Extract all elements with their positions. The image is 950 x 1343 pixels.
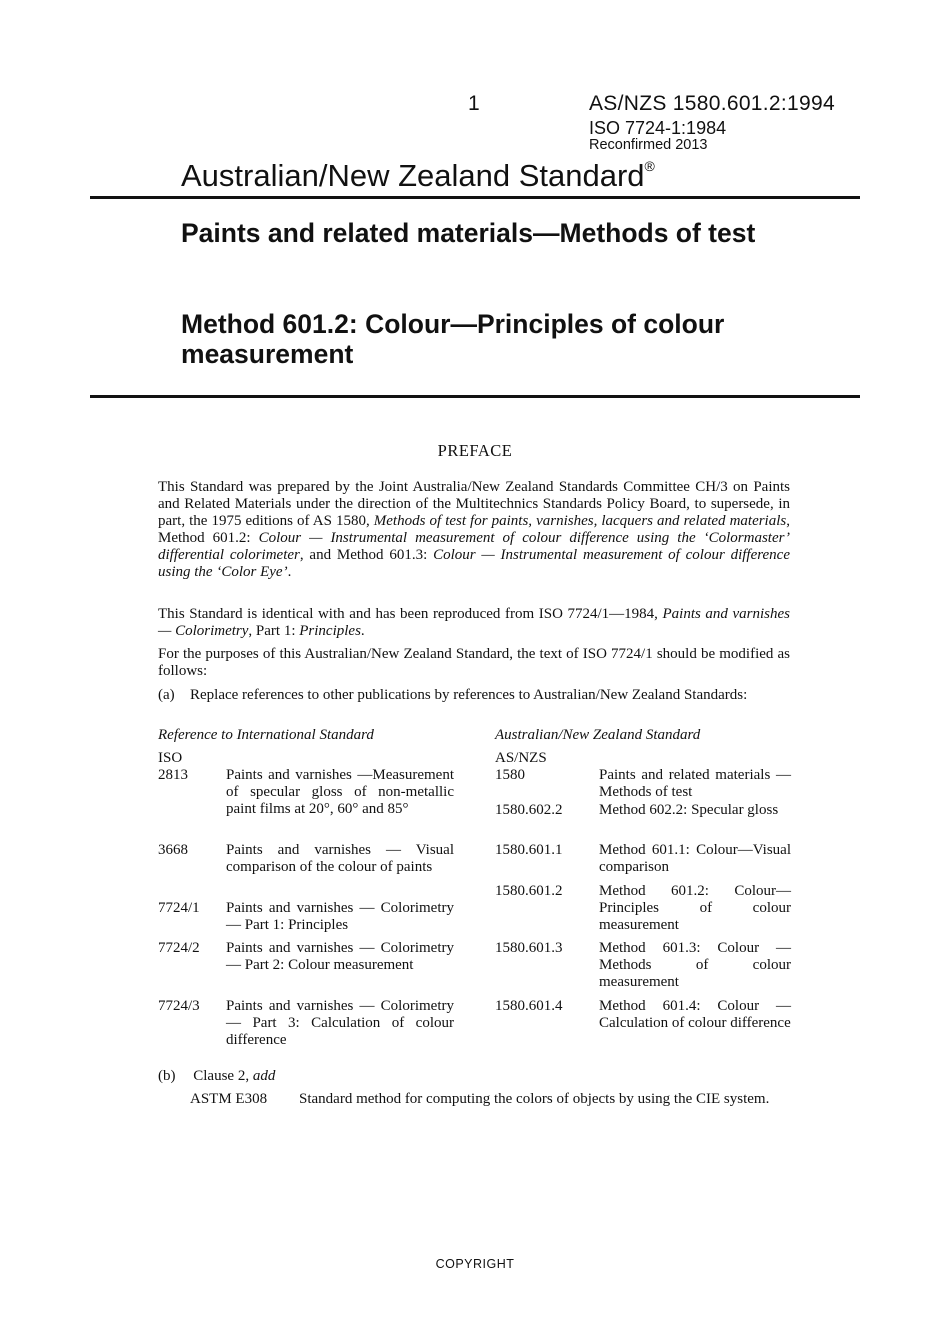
asnzs-ref-code: 1580.601.4 — [495, 998, 563, 1014]
text-run: . — [360, 623, 365, 639]
text-run-italic: Methods of test for paints, varnishes, lacquers and related materials — [373, 513, 787, 529]
asnzs-ref-title: Method 601.4: Colour — Calculation of colour difference — [599, 998, 791, 1031]
iso-ref-code: 3668 — [158, 842, 188, 858]
text-run: . — [287, 564, 292, 580]
asnzs-column-heading: Australian/New Zealand Standard — [495, 727, 701, 743]
copyright-footer: COPYRIGHT — [435, 1257, 515, 1271]
asnzs-ref-title: Method 601.3: Colour — Methods of colour measurement — [599, 940, 791, 990]
text-run-italic: Principles — [299, 623, 361, 639]
text-run-italic: Paints and varnishes — Colorimetry — [158, 606, 790, 639]
asnzs-ref-title: Method 602.2: Specular gloss — [599, 802, 779, 818]
asnzs-ref-title: Method 601.1: Colour—Visual comparison — [599, 842, 791, 875]
org-title — [181, 158, 655, 194]
asnzs-ref-code: 1580.602.2 — [495, 802, 563, 818]
reconfirmed-note: Reconfirmed 2013 — [589, 137, 708, 153]
text-run: , Method 601.2: — [158, 513, 790, 546]
iso-ref-code: 7724/2 — [158, 940, 200, 956]
asnzs-ref-code: 1580.601.1 — [495, 842, 563, 858]
text-run: , Part 1: — [248, 623, 300, 639]
astm-title: Standard method for computing the colors of objects by using the CIE system. — [299, 1091, 770, 1107]
iso-column-heading: Reference to International Standard — [158, 727, 374, 743]
iso-ref-code: 2813 — [158, 767, 188, 783]
asnzs-ref-title: Paints and related materials —Methods of test — [599, 767, 791, 800]
preface-paragraph-1 — [158, 479, 790, 581]
asnzs-ref-code: 1580.601.3 — [495, 940, 563, 956]
text-run-italic: Colour — Instrumental measurement of colour difference using the ‘Color Eye’ — [158, 547, 790, 580]
bottom-divider — [90, 395, 860, 398]
registered-mark: ® — [644, 157, 655, 174]
iso-ref-title: Paints and varnishes — Colorimetry — Part 2: Colour measurement — [226, 940, 454, 973]
list-item-a-text: Replace references to other publications by references to Australian/New Zealand Standards: — [190, 687, 748, 703]
top-divider — [90, 196, 860, 199]
method-title: Method 601.2: Colour—Principles of colour measurement — [181, 309, 725, 369]
iso-ref-title: Paints and varnishes —Measurement of specular gloss of non-metallic paint films at 20°, 60° and 85° — [226, 767, 454, 817]
standard-id: AS/NZS 1580.601.2:1994 — [589, 92, 835, 115]
preface-paragraph-2 — [158, 606, 790, 640]
org-title-text: Australian/New Zealand Standard — [181, 158, 645, 193]
document-title: Paints and related materials—Methods of test — [181, 218, 756, 248]
iso-prefix: ISO — [158, 750, 183, 766]
iso-ref-title: Paints and varnishes — Colorimetry — Part 3: Calculation of colour difference — [226, 998, 454, 1048]
list-item-b-text: Clause 2, — [193, 1068, 253, 1084]
iso-ref-title: Paints and varnishes — Colorimetry — Part 1: Principles — [226, 900, 454, 933]
list-item-b-label: (b) — [158, 1068, 176, 1084]
asnzs-prefix: AS/NZS — [495, 750, 547, 766]
preface-paragraph-3: For the purposes of this Australian/New Zealand Standard, the text of ISO 7724/1 should be modified as follows: — [158, 646, 790, 679]
asnzs-ref-code: 1580 — [495, 767, 525, 783]
list-item-a-label: (a) — [158, 687, 175, 703]
text-run: , and Method 601.3: — [299, 547, 434, 563]
text-run-italic: Colour — Instrumental measurement of colour difference using the ‘Colormaster’ differential colorimeter — [158, 530, 790, 563]
asnzs-ref-code: 1580.601.2 — [495, 883, 563, 899]
preface-heading: PREFACE — [437, 441, 513, 460]
text-run: This Standard was prepared by the Joint Australia/New Zealand Standards Committee CH/3 on Paints and Related Materials under the direction of the Multitechnics Standards Policy Board, to supersede, in part, the 1975 editions of AS 1580, — [158, 479, 790, 529]
page-number: 1 — [468, 92, 480, 115]
text-run: This Standard is identical with and has been reproduced from ISO 7724/1—1984, — [158, 606, 663, 622]
asnzs-ref-title: Method 601.2: Colour—Principles of colour measurement — [599, 883, 791, 933]
iso-ref-code: 7724/1 — [158, 900, 200, 916]
list-item-b — [158, 1068, 275, 1085]
astm-code: ASTM E308 — [190, 1091, 268, 1107]
iso-id: ISO 7724-1:1984 — [589, 118, 727, 138]
iso-ref-code: 7724/3 — [158, 998, 200, 1014]
iso-ref-title: Paints and varnishes — Visual comparison of the colour of paints — [226, 842, 454, 875]
list-item-b-add: add — [252, 1068, 276, 1084]
